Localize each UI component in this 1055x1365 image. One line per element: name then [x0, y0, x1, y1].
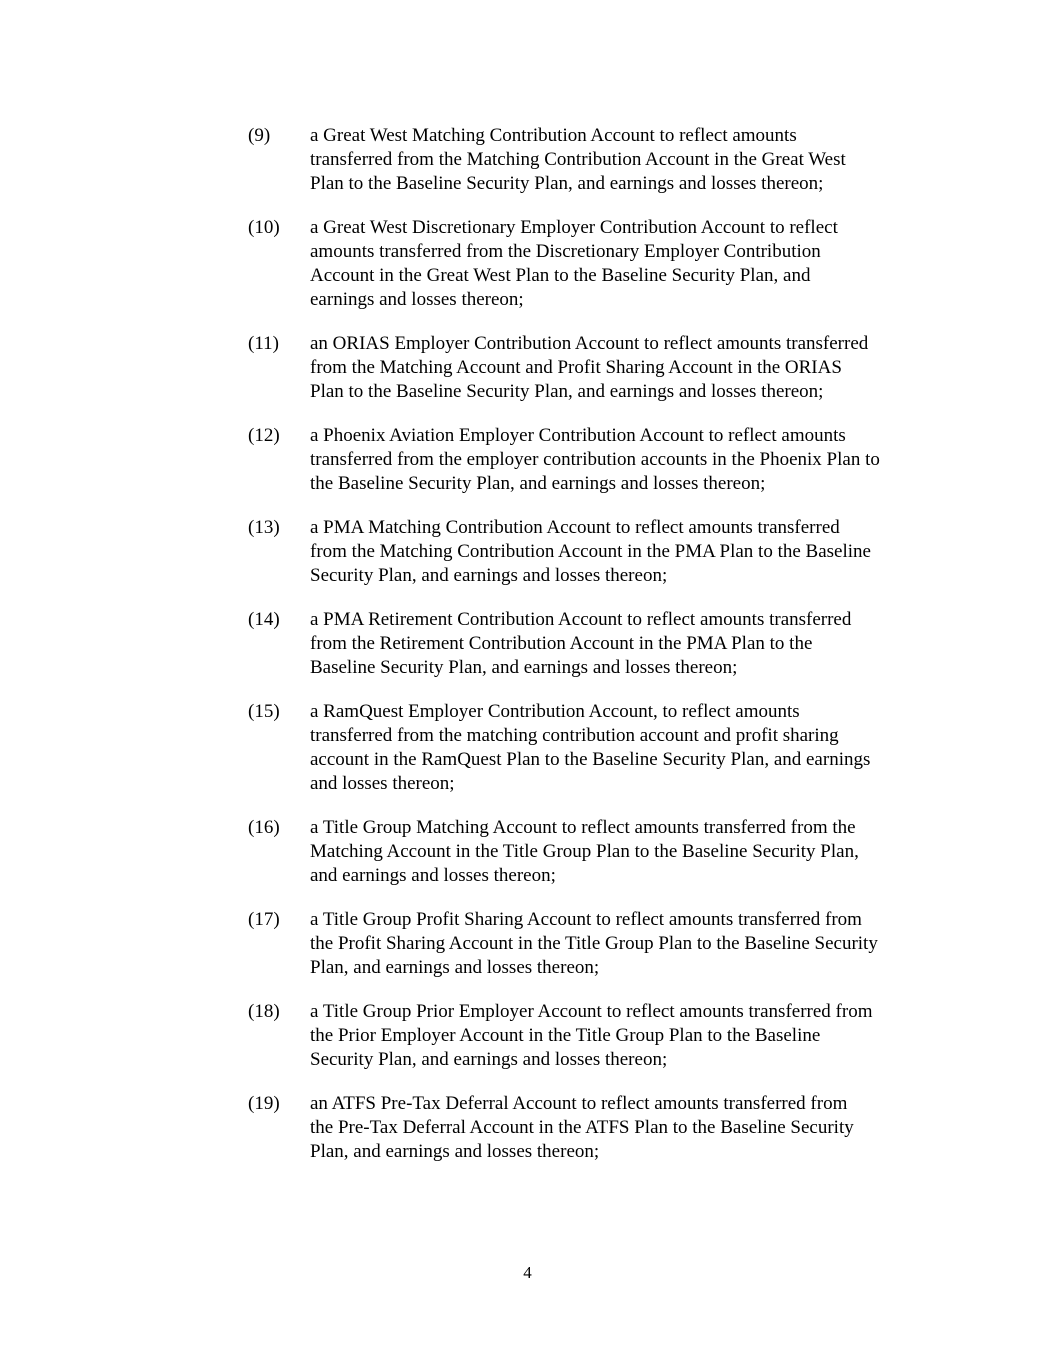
text-line: a RamQuest Employer Contribution Account, to reflect amounts: [310, 701, 800, 722]
list-item-text: [310, 424, 948, 496]
text-line: an ORIAS Employer Contribution Account to reflect amounts transferred: [310, 333, 869, 354]
text-line: from the Retirement Contribution Account in the PMA Plan to the: [310, 633, 813, 654]
text-line: and earnings and losses thereon;: [310, 865, 556, 886]
list-item-text: [310, 124, 948, 196]
list-item: [248, 1000, 948, 1072]
text-line: a Title Group Matching Account to reflect amounts transferred from the: [310, 817, 856, 838]
text-line: account in the RamQuest Plan to the Baseline Security Plan, and earnings: [310, 749, 871, 770]
text-line: Security Plan, and earnings and losses thereon;: [310, 565, 668, 586]
list-item-text: [310, 908, 948, 980]
text-line: the Profit Sharing Account in the Title Group Plan to the Baseline Security: [310, 933, 878, 954]
text-line: Plan, and earnings and losses thereon;: [310, 1141, 600, 1162]
page-number: 4: [523, 1263, 532, 1282]
text-line: earnings and losses thereon;: [310, 289, 524, 310]
text-line: the Prior Employer Account in the Title Group Plan to the Baseline: [310, 1025, 821, 1046]
text-line: amounts transferred from the Discretionary Employer Contribution: [310, 241, 821, 262]
text-line: the Pre-Tax Deferral Account in the ATFS Plan to the Baseline Security: [310, 1117, 854, 1138]
text-line: a Great West Discretionary Employer Contribution Account to reflect: [310, 217, 838, 238]
list-item: [248, 216, 948, 312]
text-line: and losses thereon;: [310, 773, 455, 794]
list-item-number: (10): [248, 217, 280, 238]
list-item-number: (9): [248, 125, 271, 146]
list-item: [248, 516, 948, 588]
list-item-number: (17): [248, 909, 280, 930]
list-item-number: (15): [248, 701, 280, 722]
list-item-text: [310, 608, 948, 680]
text-line: the Baseline Security Plan, and earnings and losses thereon;: [310, 473, 766, 494]
text-line: a Phoenix Aviation Employer Contribution Account to reflect amounts: [310, 425, 846, 446]
list-item-number: (11): [248, 333, 279, 354]
text-line: Baseline Security Plan, and earnings and losses thereon;: [310, 657, 738, 678]
text-line: a PMA Retirement Contribution Account to reflect amounts transferred: [310, 609, 852, 630]
text-line: Plan to the Baseline Security Plan, and earnings and losses thereon;: [310, 173, 824, 194]
text-line: from the Matching Account and Profit Sharing Account in the ORIAS: [310, 357, 842, 378]
text-line: Account in the Great West Plan to the Baseline Security Plan, and: [310, 265, 811, 286]
list-item: [248, 332, 948, 404]
text-line: Matching Account in the Title Group Plan to the Baseline Security Plan,: [310, 841, 859, 862]
list-item-number: (19): [248, 1093, 280, 1114]
list-item: [248, 816, 948, 888]
list-item-number: (14): [248, 609, 280, 630]
text-line: a PMA Matching Contribution Account to reflect amounts transferred: [310, 517, 840, 538]
text-line: from the Matching Contribution Account in the PMA Plan to the Baseline: [310, 541, 871, 562]
list-item-text: [310, 816, 948, 888]
list-item-text: [310, 516, 948, 588]
list-item-number: (13): [248, 517, 280, 538]
list-item-text: [310, 1000, 948, 1072]
list-item: [248, 424, 948, 496]
text-line: an ATFS Pre-Tax Deferral Account to reflect amounts transferred from: [310, 1093, 848, 1114]
text-line: Plan to the Baseline Security Plan, and earnings and losses thereon;: [310, 381, 824, 402]
list-item-text: [310, 216, 948, 312]
list-item: [248, 700, 948, 796]
text-line: Security Plan, and earnings and losses thereon;: [310, 1049, 668, 1070]
text-line: Plan, and earnings and losses thereon;: [310, 957, 600, 978]
text-line: transferred from the Matching Contribution Account in the Great West: [310, 149, 846, 170]
list-item: [248, 908, 948, 980]
list-item-number: (18): [248, 1001, 280, 1022]
list-item-number: (16): [248, 817, 280, 838]
text-line: transferred from the matching contribution account and profit sharing: [310, 725, 839, 746]
text-line: transferred from the employer contribution accounts in the Phoenix Plan to: [310, 449, 880, 470]
list-item: [248, 1092, 948, 1164]
text-line: a Title Group Profit Sharing Account to reflect amounts transferred from: [310, 909, 862, 930]
list-item-number: (12): [248, 425, 280, 446]
list-item: [248, 608, 948, 680]
list-item-text: [310, 1092, 948, 1164]
account-list: [248, 124, 948, 1184]
list-item-text: [310, 332, 948, 404]
text-line: a Great West Matching Contribution Account to reflect amounts: [310, 125, 797, 146]
text-line: a Title Group Prior Employer Account to reflect amounts transferred from: [310, 1001, 873, 1022]
list-item-text: [310, 700, 948, 796]
list-item: [248, 124, 948, 196]
